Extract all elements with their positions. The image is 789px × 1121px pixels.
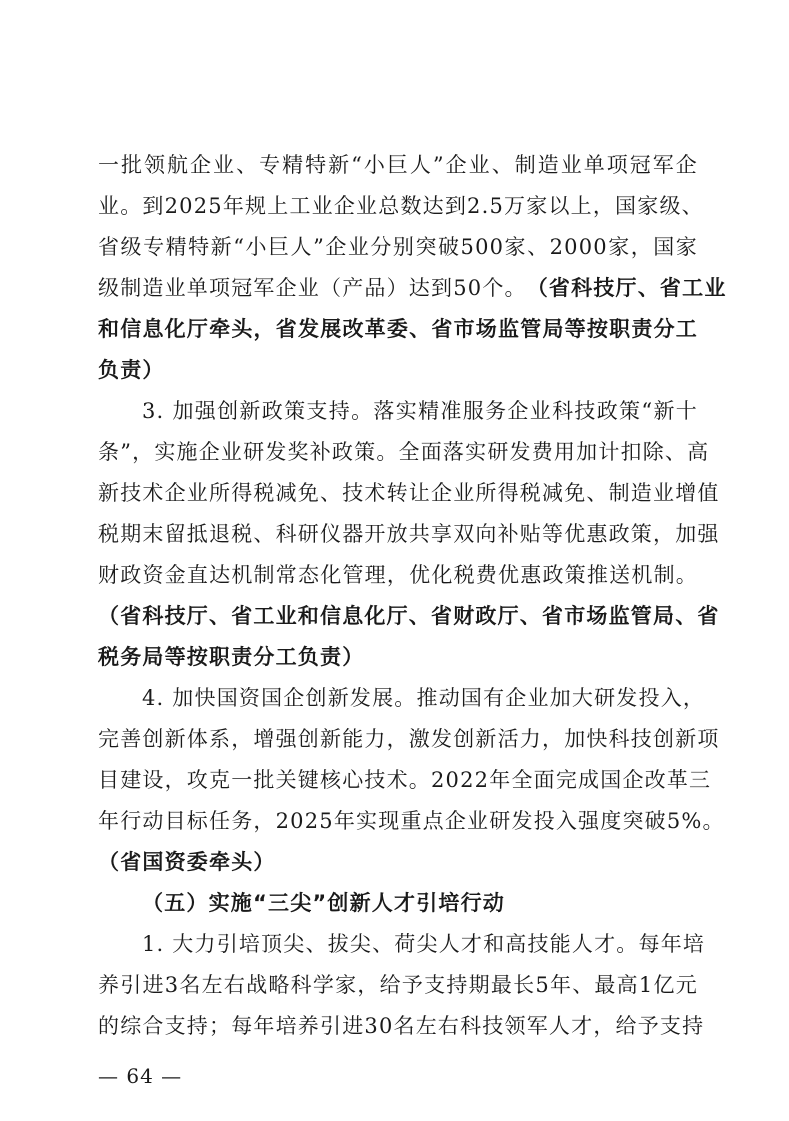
text-line: 的综合支持；每年培养引进30名左右科技领军人才，给予支持 bbox=[98, 1014, 705, 1038]
text-line: 完善创新体系，增强创新能力，激发创新活力，加快科技创新项 bbox=[98, 727, 720, 751]
text-line: 税期末留抵退税、科研仪器开放共享双向补贴等优惠政策，加强 bbox=[98, 522, 720, 546]
responsibility-note: （省科技厅、省工业 bbox=[526, 276, 727, 300]
text-line: 业。到2025年规上工业企业总数达到2.5万家以上，国家级、 bbox=[98, 194, 704, 218]
text-line: 新技术企业所得税减免、技术转让企业所得税减免、制造业增值 bbox=[98, 481, 720, 505]
responsibility-note: （省国资委牵头） bbox=[98, 850, 276, 874]
text-line: 养引进3名左右战略科学家，给予支持期最长5年、最高1亿元 bbox=[98, 973, 698, 997]
text-line: 年行动目标任务，2025年实现重点企业研发投入强度突破5%。 bbox=[98, 809, 725, 833]
responsibility-note: （省科技厅、省工业和信息化厅、省财政厅、省市场监管局、省 bbox=[98, 604, 720, 628]
responsibility-note: 和信息化厅牵头，省发展改革委、省市场监管局等按职责分工 bbox=[98, 317, 698, 341]
section-item-3: 3. 加强创新政策支持。落实精准服务企业科技政策“新十 bbox=[142, 399, 698, 423]
responsibility-note: 税务局等按职责分工负责） bbox=[98, 645, 365, 669]
text-line bbox=[98, 273, 727, 303]
text-line: 目建设，攻克一批关键核心技术。2022年全面完成国企改革三 bbox=[98, 768, 712, 792]
text-line: 财政资金直达机制常态化管理，优化税费优惠政策推送机制。 bbox=[98, 563, 698, 587]
text-line: 省级专精特新“小巨人”企业分别突破500家、2000家，国家 bbox=[98, 235, 698, 259]
section-heading: （五）实施“三尖”创新人才引培行动 bbox=[142, 891, 506, 915]
section-item-1: 1. 大力引培顶尖、拔尖、荷尖人才和高技能人才。每年培 bbox=[142, 932, 706, 956]
text-line: 条”，实施企业研发奖补政策。全面落实研发费用加计扣除、高 bbox=[98, 440, 710, 464]
page-number: — 64 — bbox=[98, 1064, 183, 1088]
text-segment: 级制造业单项冠军企业（产品）达到50个。 bbox=[98, 276, 527, 300]
text-line: 一批领航企业、专精特新“小巨人”企业、制造业单项冠军企 bbox=[98, 153, 698, 177]
section-item-4: 4. 加快国资国企创新发展。推动国有企业加大研发投入， bbox=[142, 686, 706, 710]
responsibility-note: 负责） bbox=[98, 358, 165, 382]
